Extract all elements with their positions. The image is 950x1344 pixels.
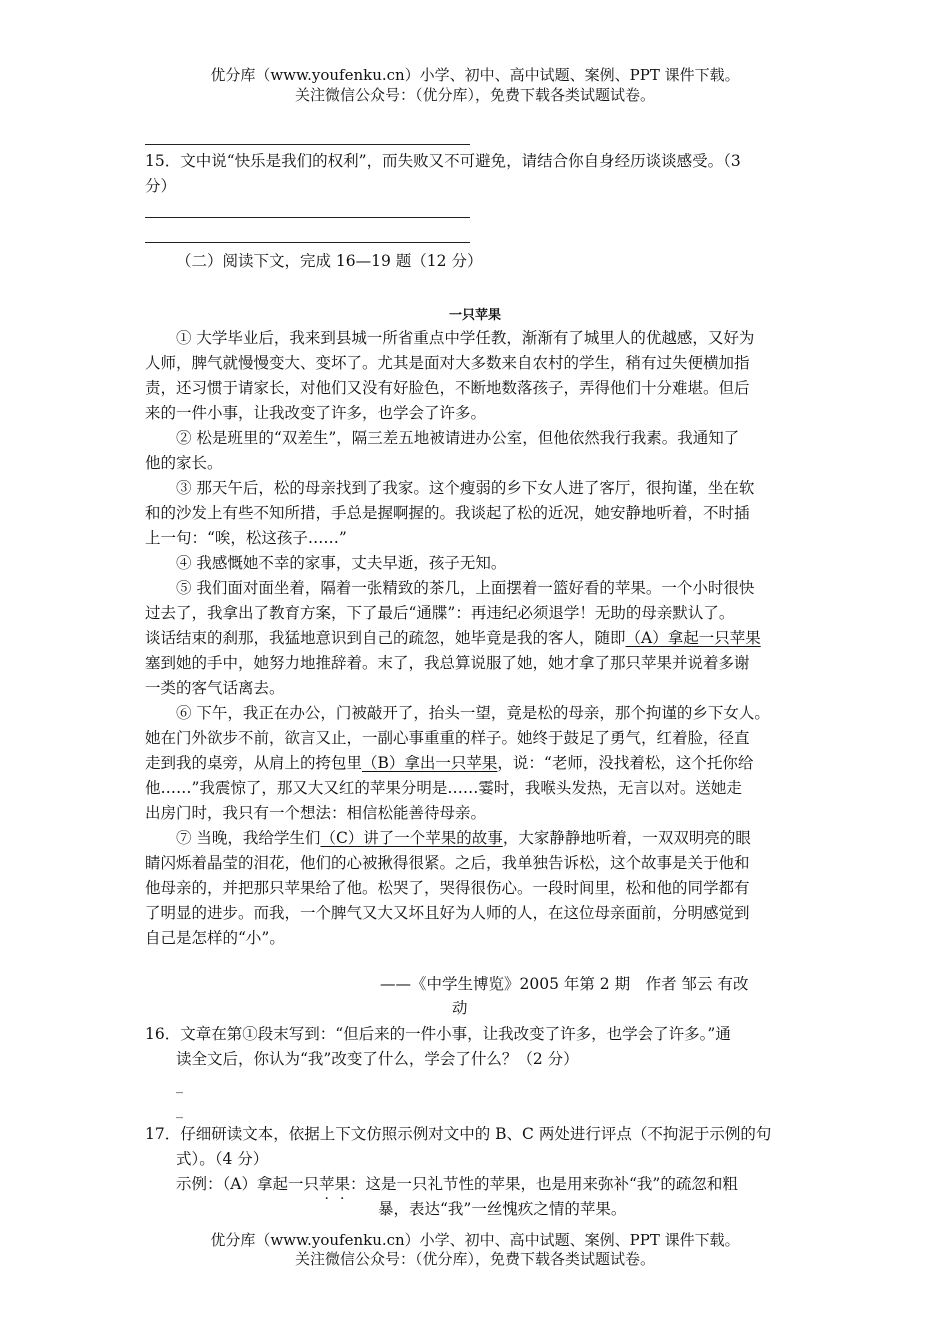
text-line: 一类的客气话离去。 — [145, 679, 285, 697]
paragraph-4: ④ 我感慨她不幸的家事，丈夫早逝，孩子无知。 — [176, 554, 507, 572]
emphasis-dot-char: 苹 — [318, 1175, 335, 1193]
text-line: 他母亲的，并把那只苹果给了他。松哭了，哭得很伤心。一段时间里，松和他的同学都有 — [145, 879, 750, 897]
article-source: ——《中学生博览》2005 年第 2 期 作者 邹云 有改 — [380, 975, 749, 993]
text-line: 责，还习惯于请家长，对他们又没有好脸色，不断地数落孩子，弄得他们十分难堪。但后 — [145, 379, 750, 397]
answer-blank: _ — [176, 1078, 183, 1094]
article-title: 一只苹果 — [448, 308, 501, 323]
q15-line-1: 15．文中说“快乐是我们的权利”，而失败又不可避免，请结合你自身经历谈谈感受。（3 — [145, 152, 741, 170]
text-line: 她在门外欲步不前，欲言又止，一副心事重重的样子。她终于鼓足了勇气，红着脸，径直 — [145, 729, 750, 747]
answer-line — [145, 217, 470, 218]
article-source-cont: 动 — [452, 999, 468, 1017]
mark-c: （C）讲了一个苹果的故事 — [320, 829, 503, 847]
section-heading: （二）阅读下文，完成 16—19 题（12 分） — [176, 252, 483, 270]
text-line: 自己是怎样的“小”。 — [145, 929, 285, 947]
text-line: 过去了，我拿出了教育方案，下了最后“通牒”：再违纪必须退学！无助的母亲默认了。 — [145, 604, 735, 622]
q17-line-1: 17．仔细研读文本，依据上下文仿照示例对文中的 B、C 两处进行评点（不拘泥于示例的句 — [145, 1125, 772, 1143]
mark-a: （A）拿起一只苹果 — [625, 629, 761, 647]
text-line: 他……”我震惊了，那又大又红的苹果分明是……霎时，我喉头发热，无言以对。送她走 — [145, 779, 742, 797]
header-line-2: 关注微信公众号：（优分库），免费下载各类试题试卷。 — [294, 86, 655, 104]
q17-line-2: 式）。（4 分） — [176, 1150, 269, 1168]
text-line: 塞到她的手中，她努力地推辞着。末了，我总算说服了她，她才拿了那只苹果并说着多谢 — [145, 654, 750, 672]
text-line: 了明显的进步。而我，一个脾气又大又坏且好为人师的人，在这位母亲面前，分明感觉到 — [145, 904, 750, 922]
text-line: ⑤ 我们面对面坐着，隔着一张精致的茶几，上面摆着一篮好看的苹果。一个小时很快 — [176, 579, 755, 597]
text-line: ② 松是班里的“双差生”，隔三差五地被请进办公室，但他依然我行我素。我通知了 — [176, 429, 740, 447]
q17-example: 示例：（A）拿起一只苹果：这是一只礼节性的苹果，也是用来弥补“我”的疏忽和粗 — [176, 1175, 738, 1193]
text-line: ⑥ 下午，我正在办公，门被敲开了，抬头一望，竟是松的母亲，那个拘谨的乡下女人。 — [176, 704, 770, 722]
text-line: 走到我的桌旁，从肩上的挎包里（B）拿出一只苹果，说：“老师，没找着松，这个托你给 — [145, 754, 754, 772]
q16-line-2: 读全文后，你认为“我”改变了什么，学会了什么？（2 分） — [176, 1050, 579, 1068]
q16-line-1: 16．文章在第①段末写到：“但后来的一件小事，让我改变了许多，也学会了许多。”通 — [145, 1025, 731, 1043]
text-line: 睛闪烁着晶莹的泪花，他们的心被揪得很紧。之后，我单独告诉松，这个故事是关于他和 — [145, 854, 750, 872]
answer-blank: _ — [176, 1103, 183, 1119]
footer-line-1: 优分库（www.youfenku.cn）小学、初中、高中试题、案例、PPT 课件下载。 — [210, 1231, 740, 1249]
text-line: ③ 那天午后，松的母亲找到了我家。这个瘦弱的乡下女人进了客厅，很拘谨，坐在软 — [176, 479, 755, 497]
text-line: 出房门时，我只有一个想法：相信松能善待母亲。 — [145, 804, 487, 822]
emphasis-dot-char: 果 — [334, 1175, 350, 1193]
text-line: 和的沙发上有些不知所措，手总是握啊握的。我谈起了松的近况，她安静地听着，不时插 — [145, 504, 750, 522]
q15-line-2: 分） — [145, 177, 177, 195]
answer-line — [145, 242, 470, 243]
q17-example-cont: 暴，表达“我”一丝愧疚之情的苹果。 — [378, 1200, 627, 1218]
text-line: 上一句：“唉，松这孩子……” — [145, 529, 347, 547]
header-line-1: 优分库（www.youfenku.cn）小学、初中、高中试题、案例、PPT 课件下载。 — [210, 66, 740, 84]
text-line: 人师，脾气就慢慢变大、变坏了。尤其是面对大多数来自农村的学生，稍有过失便横加指 — [145, 354, 750, 372]
text-line: ⑦ 当晚，我给学生们（C）讲了一个苹果的故事，大家静静地听着，一双双明亮的眼 — [176, 829, 751, 847]
answer-line — [145, 144, 470, 145]
text-line: 来的一件小事，让我改变了许多，也学会了许多。 — [145, 404, 487, 422]
text-line: 谈话结束的刹那，我猛地意识到自己的疏忽，她毕竟是我的客人，随即（A）拿起一只苹果 — [145, 629, 761, 647]
text-line: ① 大学毕业后，我来到县城一所省重点中学任教，渐渐有了城里人的优越感，又好为 — [176, 329, 755, 347]
mark-b: （B）拿出一只苹果 — [362, 754, 498, 772]
text-line: 他的家长。 — [145, 454, 223, 472]
footer-line-2: 关注微信公众号：（优分库），免费下载各类试题试卷。 — [294, 1250, 655, 1268]
